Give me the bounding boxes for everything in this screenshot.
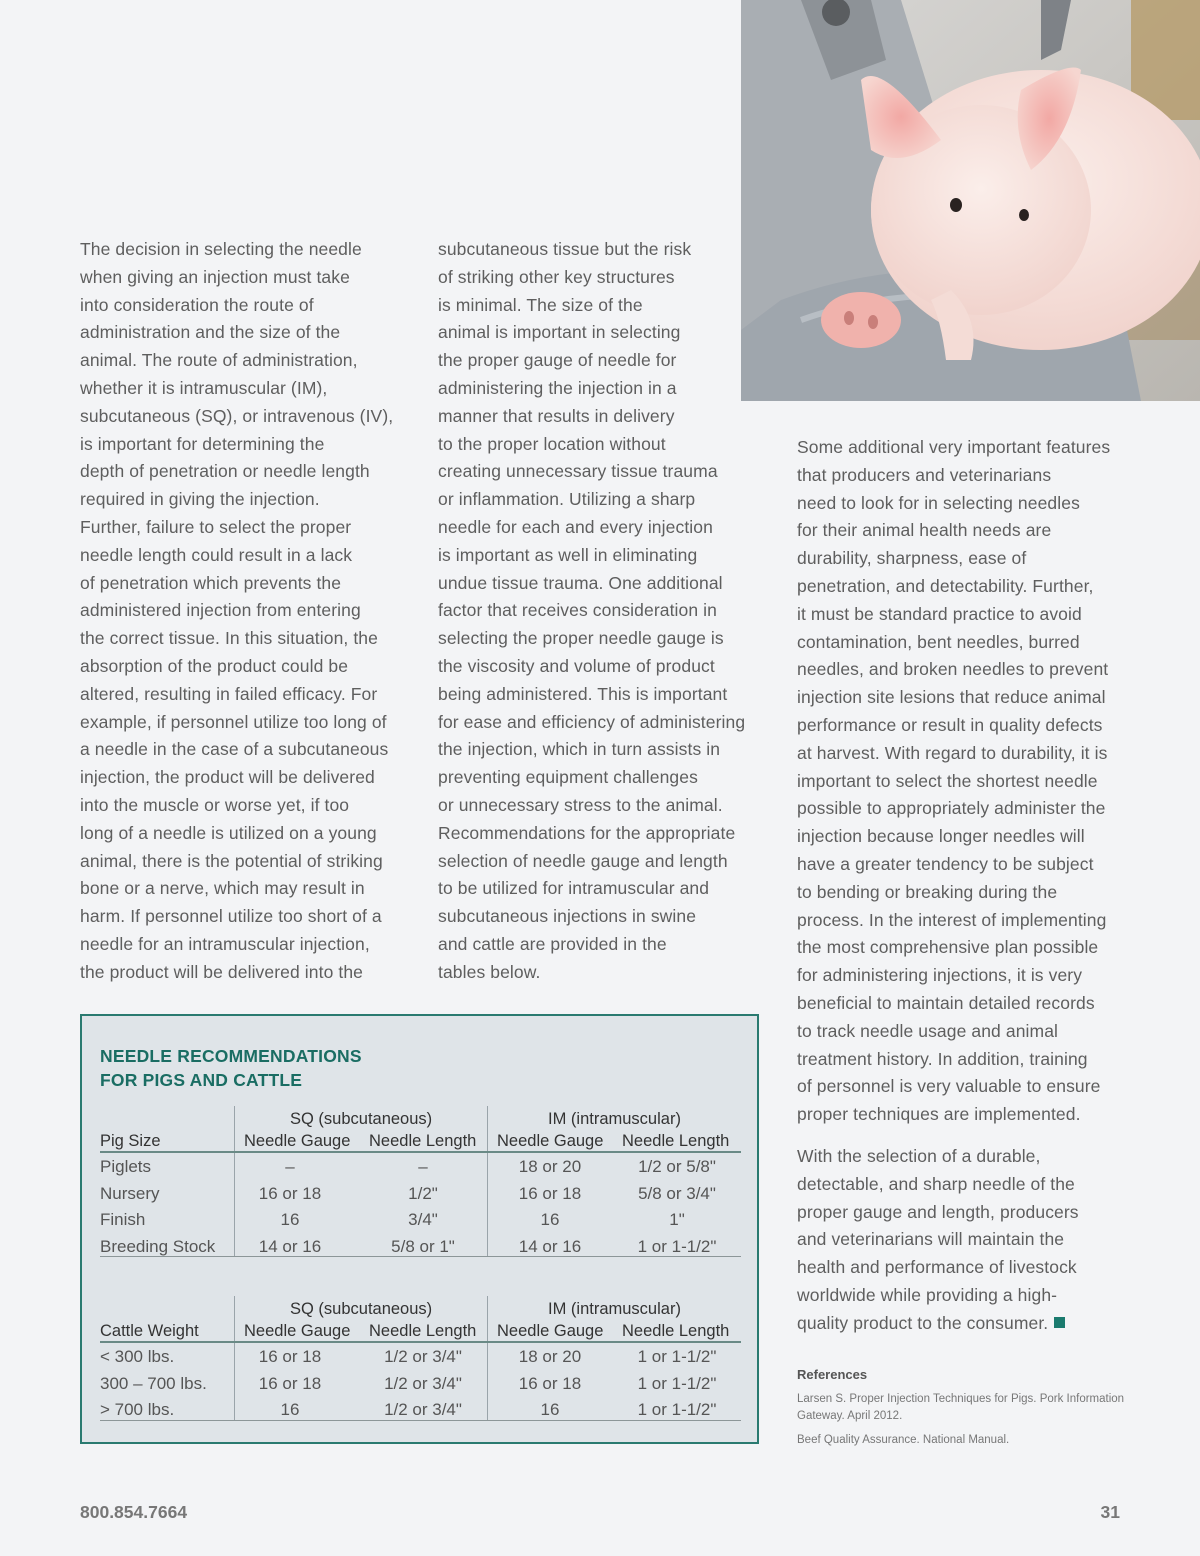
table-row [100,1181,741,1208]
piglet-illustration [741,0,1200,401]
paragraph [797,434,1127,1129]
text-line: animal, there is the potential of striking [80,850,383,871]
table-cell: 16 or 18 [258,1183,322,1203]
table-cell: 1/2 or 3/4" [384,1347,462,1366]
reference-item: Beef Quality Assurance. National Manual. [797,1434,1010,1446]
header-rule [100,1151,741,1153]
column-header: Needle Length [622,1132,730,1150]
cattle-table-body [100,1344,741,1424]
text-line: undue tissue trauma. One additional [438,572,723,593]
text-line: the injection, which in turn assists in [438,739,721,760]
text-line: and cattle are provided in the [438,933,667,954]
group-header-sq: SQ (subcutaneous) [290,1300,433,1318]
text-line: absorption of the product could be [80,655,349,676]
table-cell: 1" [669,1210,685,1229]
paragraph [438,236,768,987]
text-line: preventing equipment challenges [438,767,698,788]
text-line: Some additional very important features [797,437,1111,457]
text-line: administration and the size of the [80,322,341,343]
text-line: penetration, and detectability. Further, [797,575,1094,596]
text-line: performance or result in quality defects [797,714,1103,735]
text-line: Recommendations for the appropriate [438,822,736,843]
text-line: injection because longer needles will [797,826,1085,847]
paragraph [80,236,410,987]
text-line: example, if personnel utilize too long of [80,711,387,732]
text-line: injection site lesions that reduce animal [797,687,1106,708]
text-line: of personnel is very valuable to ensure [797,1076,1101,1097]
table-title [100,1044,362,1092]
table-cell: 1 or 1-1/2" [637,1373,717,1393]
text-line: possible to appropriately administer the [797,798,1106,819]
text-line: proper techniques are implemented. [797,1104,1081,1125]
text-line: selecting the proper needle gauge is [438,628,724,649]
text-line: that producers and veterinarians [797,464,1052,485]
text-line: tables below. [438,961,541,982]
references-heading: References [797,1367,868,1382]
text-line: needle length could result in a lack [80,544,353,565]
text-line: worldwide while providing a high- [797,1284,1058,1305]
text-line: the product will be delivered into the [80,961,363,982]
table-cell: 1/2 or 3/4" [384,1400,462,1419]
table-cell: 1 or 1-1/2" [637,1400,717,1419]
table-row [100,1344,741,1371]
text-line: is minimal. The size of the [438,294,643,315]
table-cell: > 700 lbs. [100,1400,175,1419]
table-cell: 5/8 or 1" [391,1236,455,1256]
text-line: The decision in selecting the needle [80,239,362,259]
footer-phone: 800.854.7664 [80,1502,188,1522]
table-bottom-rule [100,1256,741,1257]
table-cell: 1/2" [408,1183,438,1203]
text-line: the viscosity and volume of product [438,655,715,676]
text-line: Further, failure to select the proper [80,516,352,537]
table-cell: 16 or 18 [258,1373,322,1393]
text-line: the correct tissue. In this situation, the [80,628,378,649]
text-line: it must be standard practice to avoid [797,603,1082,624]
reference-item: Larsen S. Proper Injection Techniques for Pigs. Pork Information Gateway. April 2012. [797,1393,1125,1422]
text-line: to be utilized for intramuscular and [438,878,710,899]
text-line: administering the injection in a [438,377,677,398]
text-line: to the proper location without [438,433,666,454]
text-line: long of a needle is utilized on a young [80,822,377,843]
table-cell: 18 or 20 [518,1157,582,1176]
column-header: Needle Gauge [244,1132,351,1150]
column-header: Needle Gauge [497,1132,604,1150]
column-header: Needle Gauge [244,1322,351,1340]
text-line: is important as well in eliminating [438,544,698,565]
text-line: into the muscle or worse yet, if too [80,794,350,815]
group-header-im: IM (intramuscular) [548,1300,681,1318]
body-column-2 [438,236,768,987]
text-line: required in giving the injection. [80,489,320,510]
body-column-3 [797,434,1127,1338]
text-line: into consideration the route of [80,294,314,315]
column-header: Pig Size [100,1132,161,1150]
text-line: treatment history. In addition, training [797,1048,1088,1069]
table-row [100,1371,741,1398]
column-header: Needle Length [369,1322,477,1340]
table-cell: 16 or 18 [518,1373,582,1393]
text-line: have a greater tendency to be subject [797,853,1094,874]
text-line: needle for each and every injection [438,516,713,537]
table-cell: Breeding Stock [100,1236,216,1256]
text-line: at harvest. With regard to durability, it is [797,742,1108,763]
header-rule [100,1341,741,1343]
table-cell: 1 or 1-1/2" [637,1236,717,1256]
end-mark-icon [1054,1317,1065,1328]
text-line: depth of penetration or needle length [80,461,370,482]
text-line: beneficial to maintain detailed records [797,992,1095,1013]
text-line: health and performance of livestock [797,1257,1077,1278]
table-cell: 3/4" [408,1210,438,1229]
column-header: Needle Gauge [497,1322,604,1340]
table-cell: 1 or 1-1/2" [637,1347,717,1366]
text-line: harm. If personnel utilize too short of a [80,906,382,927]
text-line: need to look for in selecting needles [797,492,1080,513]
table-cell: 16 or 18 [518,1183,582,1203]
column-header: Needle Length [622,1322,730,1340]
text-line: proper gauge and length, producers [797,1201,1079,1222]
text-line: durability, sharpness, ease of [797,548,1027,569]
text-line: and veterinarians will maintain the [797,1229,1065,1250]
text-line: of penetration which prevents the [80,572,342,593]
table-row [100,1207,741,1234]
table-cell: < 300 lbs. [100,1347,175,1366]
text-line: bone or a nerve, which may result in [80,878,365,899]
text-line: contamination, bent needles, burred [797,631,1080,652]
text-line: being administered. This is important [438,683,728,704]
text-line: important to select the shortest needle [797,770,1098,791]
table-title-line: FOR PIGS AND CATTLE [100,1070,303,1090]
table-cell: 1/2 or 3/4" [384,1373,462,1393]
column-header: Cattle Weight [100,1322,199,1340]
text-line: factor that receives consideration in [438,600,717,621]
group-header-sq: SQ (subcutaneous) [290,1110,433,1128]
text-line: administered injection from entering [80,600,361,621]
text-line: when giving an injection must take [80,266,350,287]
body-column-1 [80,236,410,987]
text-line: needle for an intramuscular injection, [80,933,370,954]
text-line: altered, resulting in failed efficacy. For [80,683,378,704]
table-cell: 16 [280,1210,300,1229]
table-cell: 16 [540,1210,560,1229]
cattle-needle-table [100,1296,741,1436]
text-line: injection, the product will be delivered [80,767,375,788]
text-line: to bending or breaking during the [797,881,1058,902]
text-line: subcutaneous (SQ), or intravenous (IV), [80,405,394,426]
paragraph [797,1143,1127,1338]
table-cell: 16 or 18 [258,1347,322,1366]
text-line: a needle in the case of a subcutaneous [80,739,389,760]
table-cell: 14 or 16 [258,1236,322,1256]
table-cell: 14 or 16 [518,1236,582,1256]
text-line: quality product to the consumer. [797,1310,1127,1338]
text-line: of striking other key structures [438,266,675,287]
table-cell: 18 or 20 [518,1347,582,1366]
text-line: process. In the interest of implementing [797,909,1107,930]
text-line: needles, and broken needles to prevent [797,659,1109,680]
column-header: Needle Length [369,1132,477,1150]
table-cell: Finish [100,1210,146,1229]
text-line: selection of needle gauge and length [438,850,728,871]
group-header-im: IM (intramuscular) [548,1110,681,1128]
table-title-line: NEEDLE RECOMMENDATIONS [100,1046,362,1066]
pig-table-body [100,1154,741,1260]
table-cell: Nursery [100,1183,160,1203]
piglet-photo [741,0,1200,401]
text-line: manner that results in delivery [438,405,675,426]
table-cell: 300 – 700 lbs. [100,1373,207,1393]
table-cell: Piglets [100,1157,152,1176]
pig-needle-table [100,1106,741,1276]
text-line: for administering injections, it is very [797,965,1083,986]
text-line: detectable, and sharp needle of the [797,1173,1075,1194]
text-line: creating unnecessary tissue trauma [438,461,718,482]
text-line: whether it is intramuscular (IM), [80,377,328,398]
text-line: for ease and efficiency of administering [438,711,746,732]
text-line: subcutaneous injections in swine [438,906,697,927]
text-line: animal is important in selecting [438,322,681,343]
table-cell: 5/8 or 3/4" [638,1183,716,1203]
text-line: is important for determining the [80,433,325,454]
text-line: to track needle usage and animal [797,1020,1059,1041]
text-line: or inflammation. Utilizing a sharp [438,489,696,510]
needle-recommendations-box [80,1014,759,1444]
references [797,1367,1127,1456]
page-number: 31 [1100,1502,1120,1522]
text-line: the proper gauge of needle for [438,350,677,371]
table-row [100,1154,741,1181]
text-line: or unnecessary stress to the animal. [438,794,723,815]
table-bottom-rule [100,1420,741,1421]
text-line: subcutaneous tissue but the risk [438,239,692,259]
table-cell: 16 [280,1400,300,1419]
text-line: for their animal health needs are [797,520,1052,541]
text-line: animal. The route of administration, [80,350,358,371]
table-cell: 16 [540,1400,560,1419]
table-cell: 1/2 or 5/8" [638,1157,716,1176]
text-line: the most comprehensive plan possible [797,937,1099,958]
table-cell: – [285,1157,295,1176]
table-cell: – [418,1157,428,1176]
text-line: With the selection of a durable, [797,1145,1041,1166]
